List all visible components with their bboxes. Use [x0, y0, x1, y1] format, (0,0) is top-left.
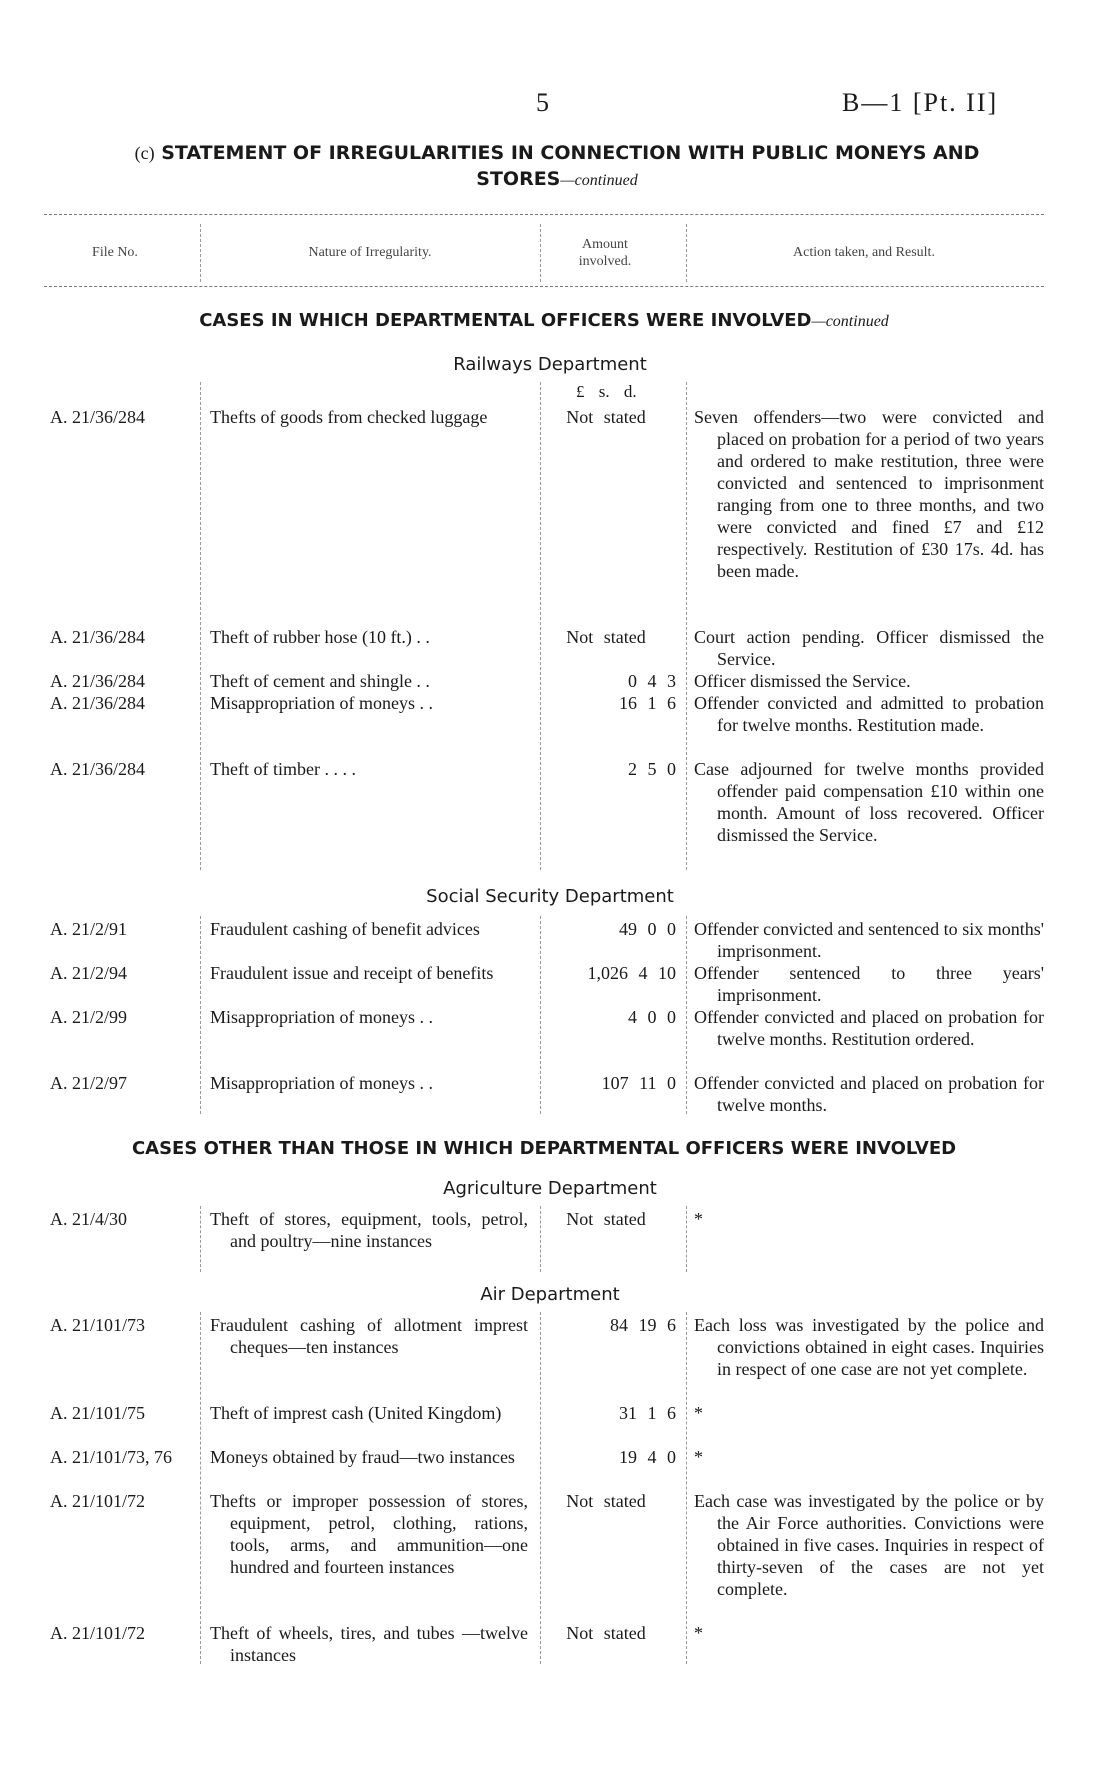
action-result: *	[694, 1209, 703, 1229]
title-prefix: (c)	[134, 143, 155, 163]
column-header-file: File No.	[92, 245, 138, 260]
action-result: Offender convicted and placed on probation for twelve months.	[694, 1073, 1044, 1115]
irregularity: Theft of cement and shingle . .	[210, 671, 430, 691]
amount: Not stated	[566, 1491, 646, 1511]
action-result: *	[694, 1623, 703, 1643]
file-number: A. 21/36/284	[50, 407, 146, 427]
file-number: A. 21/36/284	[50, 693, 146, 713]
action-result: *	[694, 1403, 703, 1423]
amount: 49 0 0	[619, 919, 676, 939]
irregularity: Theft of stores, equipment, tools, petrol, and poultry—nine instances	[210, 1209, 528, 1251]
file-number: A. 21/101/72	[50, 1491, 146, 1511]
action-result: Offender convicted and placed on probation for twelve months. Restitution ordered.	[694, 1007, 1044, 1049]
column-divider	[686, 224, 687, 282]
amount: 4 0 0	[628, 1007, 676, 1027]
file-number: A. 21/36/284	[50, 759, 146, 779]
action-result: Case adjourned for twelve months provided offender paid compensation £10 within one month. Amount of loss recovered. Officer dismissed the Service.	[694, 759, 1044, 845]
irregularity: Theft of imprest cash (United Kingdom)	[210, 1403, 502, 1423]
action-result: Offender convicted and admitted to probation for twelve months. Restitution made.	[694, 693, 1044, 735]
action-result: Seven offenders—two were convicted and placed on probation for a period of two years and ordered to make restitution, three were convicted and sentenced to imprisonment ranging from one to three months, and two were convicted and fined £7 and £12 respectively. Restitution of £30 17s. 4d. has been made.	[694, 407, 1044, 581]
action-result: *	[694, 1447, 703, 1467]
action-result: Offender convicted and sentenced to six months' imprisonment.	[694, 919, 1044, 961]
irregularity: Fraudulent issue and receipt of benefits	[210, 963, 494, 983]
amount: Not stated	[566, 627, 646, 647]
amount: Not stated	[566, 407, 646, 427]
column-header-nature: Nature of Irregularity.	[308, 245, 432, 260]
amount: Not stated	[566, 1623, 646, 1643]
file-number: A. 21/36/284	[50, 671, 146, 691]
irregularity: Misappropriation of moneys . .	[210, 1073, 433, 1093]
amount: 31 1 6	[619, 1403, 676, 1423]
file-number: A. 21/101/73, 76	[50, 1447, 173, 1467]
amount: 16 1 6	[619, 693, 676, 713]
file-number: A. 21/101/72	[50, 1623, 146, 1643]
irregularity: Misappropriation of moneys . .	[210, 693, 433, 713]
dept-heading-social-security: Social Security Department	[426, 886, 674, 907]
amount: 2 5 0	[628, 759, 676, 779]
action-result: Offender sentenced to three years' imprisonment.	[694, 963, 1044, 1005]
column-header-action: Action taken, and Result.	[793, 245, 935, 260]
dept-heading-railways: Railways Department	[453, 354, 647, 375]
column-divider	[200, 1206, 201, 1272]
irregularity: Theft of timber . . . .	[210, 759, 356, 779]
section-continued: —continued	[811, 313, 889, 330]
document-title	[90, 140, 1024, 194]
action-result: Each loss was investigated by the police and convictions obtained in eight cases. Inquiries in respect of one case are not yet complete.	[694, 1315, 1044, 1379]
column-divider	[200, 382, 201, 870]
irregularity: Theft of rubber hose (10 ft.) . .	[210, 627, 430, 647]
amount: 1,026 4 10	[587, 963, 676, 983]
amount: 84 19 6	[610, 1315, 676, 1335]
title-line-1: STATEMENT OF IRREGULARITIES IN CONNECTION WITH PUBLIC MONEYS AND	[161, 142, 980, 164]
action-result: Officer dismissed the Service.	[694, 671, 911, 691]
column-divider	[686, 916, 687, 1114]
title-continued: —continued	[560, 172, 638, 189]
page-reference: B—1 [Pt. II]	[842, 88, 999, 117]
title-line-2: STORES	[476, 168, 561, 190]
irregularity: Theft of wheels, tires, and tubes —twelve instances	[210, 1623, 528, 1665]
section-heading-departmental: CASES IN WHICH DEPARTMENTAL OFFICERS WERE INVOLVED—continued	[199, 310, 889, 331]
column-divider	[200, 916, 201, 1114]
file-number: A. 21/2/94	[50, 963, 128, 983]
column-divider	[540, 1312, 541, 1664]
column-divider	[686, 1312, 687, 1664]
amount: 19 4 0	[619, 1447, 676, 1467]
amount: 0 4 3	[628, 671, 676, 691]
currency-columns-label: £ s. d.	[576, 382, 637, 401]
amount: 107 11 0	[601, 1073, 676, 1093]
column-divider	[686, 1206, 687, 1272]
file-number: A. 21/101/73	[50, 1315, 146, 1335]
file-number: A. 21/101/75	[50, 1403, 146, 1423]
file-number: A. 21/2/91	[50, 919, 128, 939]
irregularity: Thefts or improper possession of stores, equipment, petrol, clothing, rations, tools, arms, and ammunition—one hundred and fourteen instances	[210, 1491, 528, 1577]
dept-heading-agriculture: Agriculture Department	[443, 1178, 657, 1199]
action-result: Court action pending. Officer dismissed the Service.	[694, 627, 1044, 669]
dept-heading-air: Air Department	[480, 1284, 620, 1305]
header-top-rule	[44, 214, 1044, 215]
irregularity: Misappropriation of moneys . .	[210, 1007, 433, 1027]
file-number: A. 21/2/99	[50, 1007, 128, 1027]
column-divider	[686, 382, 687, 870]
action-result: Each case was investigated by the police or by the Air Force authorities. Convictions were obtained in five cases. Inquiries in respect of thirty-seven of the cases are not yet complete.	[694, 1491, 1044, 1599]
file-number: A. 21/36/284	[50, 627, 146, 647]
column-divider	[200, 224, 201, 282]
column-header-amount: Amount involved.	[578, 237, 632, 269]
amount: Not stated	[566, 1209, 646, 1229]
page-number: 5	[536, 88, 549, 117]
file-number: A. 21/4/30	[50, 1209, 128, 1229]
file-number: A. 21/2/97	[50, 1073, 128, 1093]
irregularity: Fraudulent cashing of allotment imprest cheques—ten instances	[210, 1315, 528, 1357]
section-heading-non-departmental: CASES OTHER THAN THOSE IN WHICH DEPARTMENTAL OFFICERS WERE INVOLVED	[131, 1138, 957, 1159]
irregularity: Fraudulent cashing of benefit advices	[210, 919, 480, 939]
irregularity: Moneys obtained by fraud—two instances	[210, 1447, 515, 1467]
header-bottom-rule	[44, 286, 1044, 287]
column-divider	[540, 224, 541, 282]
irregularity: Thefts of goods from checked luggage	[210, 407, 488, 427]
column-divider	[200, 1312, 201, 1664]
